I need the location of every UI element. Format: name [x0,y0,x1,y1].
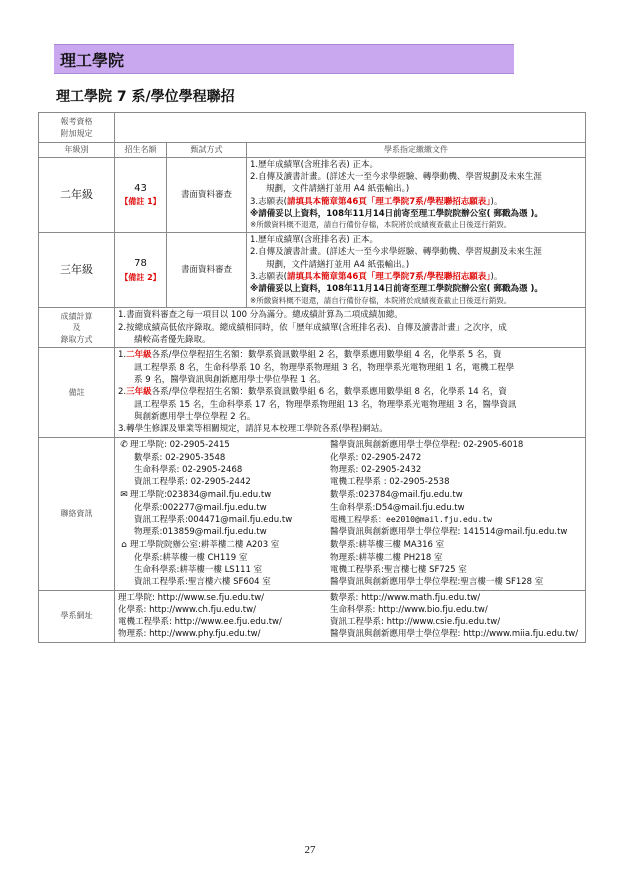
quota-cell [115,157,167,232]
note-line: 與創新應用學士學位學程 2 名。 [134,411,256,422]
office-item: 資訊工程學系:聖言樓六樓 SF604 室 [134,577,271,588]
note-line [118,386,582,398]
scoring-line: 1.書面資料審查之每一項目以 100 分為滿分。總成績計算為二項成績加總。 [118,310,403,321]
table-header-row [39,143,586,158]
phone-item: 物理系: 02-2905-2432 [330,464,422,475]
doc-item: ※所繳資料概不退還，請自行備份存檔，本院將於成績複查截止日後逕行銷毀。 [250,220,512,230]
table-row-grade2 [39,157,586,232]
phone-list [118,439,582,489]
office-text: 理工學院院辦公室:耕莘樓二樓 A203 室 [130,539,280,550]
docs-cell [247,157,586,232]
qualification-label [39,113,115,143]
email-item[interactable]: 電機工程學系：ee2010@mail.fju.edu.tw [330,514,492,524]
note-prefix: 2. [118,387,127,398]
mail-icon: ✉ [120,489,128,500]
note-grade: 二年級 [126,350,152,361]
docs-cell [247,233,586,308]
doc-item: ※請備妥以上資料，108年11月14日前寄至理工學院院辦公室( 郵戳為憑 )。 [250,284,543,295]
website-link[interactable]: 數學系: http://www.math.fju.edu.tw/ [330,592,481,603]
notes-cell [115,348,586,437]
quota-note: 【備註 1】 [120,197,161,207]
quota-cell [115,233,167,308]
email-item[interactable]: 數學系:023784@mail.fju.edu.tw [330,489,463,500]
note-line: 訊工程學系 8 名，生命科學系 10 名，物理學系物理組 3 名，物理學系光電物理組 1 名，電機工程學 [134,362,515,373]
scoring-cell [115,308,586,348]
doc-item [250,271,582,283]
notes-row [39,348,586,437]
email-list [118,489,582,539]
grade-label: 二年級 [39,157,115,232]
scoring-line: 2.按總成績高低依序錄取。總成績相同時，依「歷年成績單(含班排名表)、自傳及讀書計畫」之次序，成 [118,322,507,333]
phone-item: 醫學資訊與創新應用學士學位學程: 02-2905-6018 [330,439,524,450]
email-item[interactable]: 生命科學系:D54@mail.fju.edu.tw [330,502,465,513]
doc-item: 2.自傳及讀書計畫。(詳述大一至今求學經驗、轉學動機、學習規劃及未來生涯 [250,171,542,182]
website-cell [115,590,586,642]
phone-text: 理工學院: 02-2905-2415 [130,439,230,450]
doc-item: 1.歷年成績單(含班排名表) 正本。 [250,159,378,170]
website-link[interactable]: 醫學資訊與創新應用學士學位學程: http://www.miia.fju.edu.tw/ [330,629,579,640]
email-item[interactable]: 化學系:002277@mail.fju.edu.tw [134,502,267,513]
method-cell: 書面資料審查 [167,233,247,308]
doc-item: ※請備妥以上資料，108年11月14日前寄至理工學院院辦公室( 郵戳為憑 )。 [250,208,543,219]
header-quota: 招生名額 [115,143,167,158]
header-method: 甄試方式 [167,143,247,158]
note-line: 3.轉學生修課及畢業等相關規定，請詳見本校理工學院各系(學程)網站。 [118,424,388,435]
email-item [118,489,330,502]
grade-label: 三年級 [39,233,115,308]
office-item: 電機工程學系:聖言樓七樓 SF725 室 [330,564,467,575]
website-label: 學系網址 [39,590,115,642]
page-number: 27 [304,844,316,856]
doc-text: 3.志願表( [250,271,287,282]
phone-item: 電機工程學系 : 02-2905-2538 [330,477,450,488]
doc-text: )。 [490,271,503,282]
doc-highlight: 請填具本簡章第46頁「理工學院7系/學程聯招志願表」 [286,271,491,282]
qualification-label-text: 報考資格 附加規定 [60,116,93,138]
office-item: 物理系:耕莘樓二樓 PH218 室 [330,552,443,563]
table-row-grade3 [39,233,586,308]
doc-item: 規劃，文件請繕打並用 A4 紙張輸出。) [266,259,410,270]
phone-item: 資訊工程學系: 02-2905-2442 [134,477,251,488]
doc-item: ※所繳資料概不退還，請自行備份存檔，本院將於成績複查截止日後逕行銷毀。 [250,295,512,305]
doc-text: )。 [490,196,503,207]
contact-label: 聯絡資訊 [39,437,115,590]
email-link[interactable]: 理工學院:023834@mail.fju.edu.tw [130,489,272,500]
quota-note: 【備註 2】 [120,272,161,282]
note-line: 系 9 名，醫學資訊與創新應用學士學位學程 1 名。 [134,375,326,386]
website-link[interactable]: 資訊工程學系: http://www.csie.fju.edu.tw/ [330,617,501,628]
email-item[interactable]: 醫學資訊與創新應用學士學位學程: 141514@mail.fju.edu.tw [330,527,568,538]
doc-item [250,196,582,208]
website-link[interactable]: 物理系: http://www.phy.fju.edu.tw/ [118,629,261,640]
contact-row [39,437,586,590]
doc-item: 1.歷年成績單(含班排名表) 正本。 [250,235,378,246]
note-line [118,349,582,361]
phone-item: 生命科學系: 02-2905-2468 [134,464,243,475]
website-link[interactable]: 理工學院: http://www.se.fju.edu.tw/ [118,592,265,603]
section-title: 理工學院 7 系/學位學程聯招 [56,89,235,105]
building-icon: ⌂ [121,539,127,550]
doc-text: 3.志願表( [250,196,287,207]
office-list [118,539,582,589]
doc-item: 2.自傳及讀書計畫。(詳述大一至今求學經驗、轉學動機、學習規劃及未來生涯 [250,247,542,258]
doc-item: 規劃，文件請繕打並用 A4 紙張輸出。) [266,184,410,195]
phone-item: 數學系: 02-2905-3548 [134,452,226,463]
college-banner [54,44,514,74]
scoring-row [39,308,586,348]
office-item: 醫學資訊與創新應用學士學位學程:聖言樓一樓 SF128 室 [330,577,544,588]
header-year: 年級別 [39,143,115,158]
qualification-value [115,113,586,143]
scoring-line: 績較高者優先錄取。 [134,335,211,346]
office-item [118,539,330,552]
email-item[interactable]: 資訊工程學系:004471@mail.fju.edu.tw [134,514,293,525]
note-text: 各系/學位學程招生名額：數學系資訊數學組 2 名，數學系應用數學組 4 名，化學系 5 名，資 [151,350,502,361]
quota-number: 43 [134,182,147,194]
doc-highlight: 請填具本簡章第46頁「理工學院7系/學程聯招志願表」 [286,196,491,207]
phone-item: 化學系: 02-2905-2472 [330,452,422,463]
header-docs: 學系指定繳繳文件 [247,143,586,158]
website-list [118,592,582,641]
website-link[interactable]: 化學系: http://www.ch.fju.edu.tw/ [118,604,256,615]
note-line: 訊工程學系 15 名，生命科學系 17 名，物理學系物理組 13 名，物理學系光電物理組 3 名，醫學資訊 [134,399,517,410]
admission-table [38,112,586,643]
website-link[interactable]: 電機工程學系: http://www.ee.fju.edu.tw/ [118,617,282,628]
office-item: 數學系:耕莘樓三樓 MA316 室 [330,539,445,550]
method-cell: 書面資料審查 [167,157,247,232]
email-item[interactable]: 物理系:013859@mail.fju.edu.tw [134,527,267,538]
notes-label: 備註 [39,348,115,437]
quota-number: 78 [134,258,147,270]
website-link[interactable]: 生命科學系: http://www.bio.fju.edu.tw/ [330,604,488,615]
phone-icon: ✆ [120,439,128,450]
contact-cell [115,437,586,590]
note-text: 各系/學位學程招生名額：數學系資訊數學組 6 名，數學系應用數學組 8 名，化學系 14 名，資 [151,387,507,398]
office-item: 生命科學系:耕莘樓一樓 LS111 室 [134,564,263,575]
note-prefix: 1. [118,350,127,361]
scoring-label: 成績計算 及 錄取方式 [39,308,115,348]
office-item: 化學系:耕莘樓一樓 CH119 室 [134,552,248,563]
website-row [39,590,586,642]
phone-item [118,439,330,452]
college-title: 理工學院 [60,51,125,70]
note-grade: 三年級 [126,387,152,398]
